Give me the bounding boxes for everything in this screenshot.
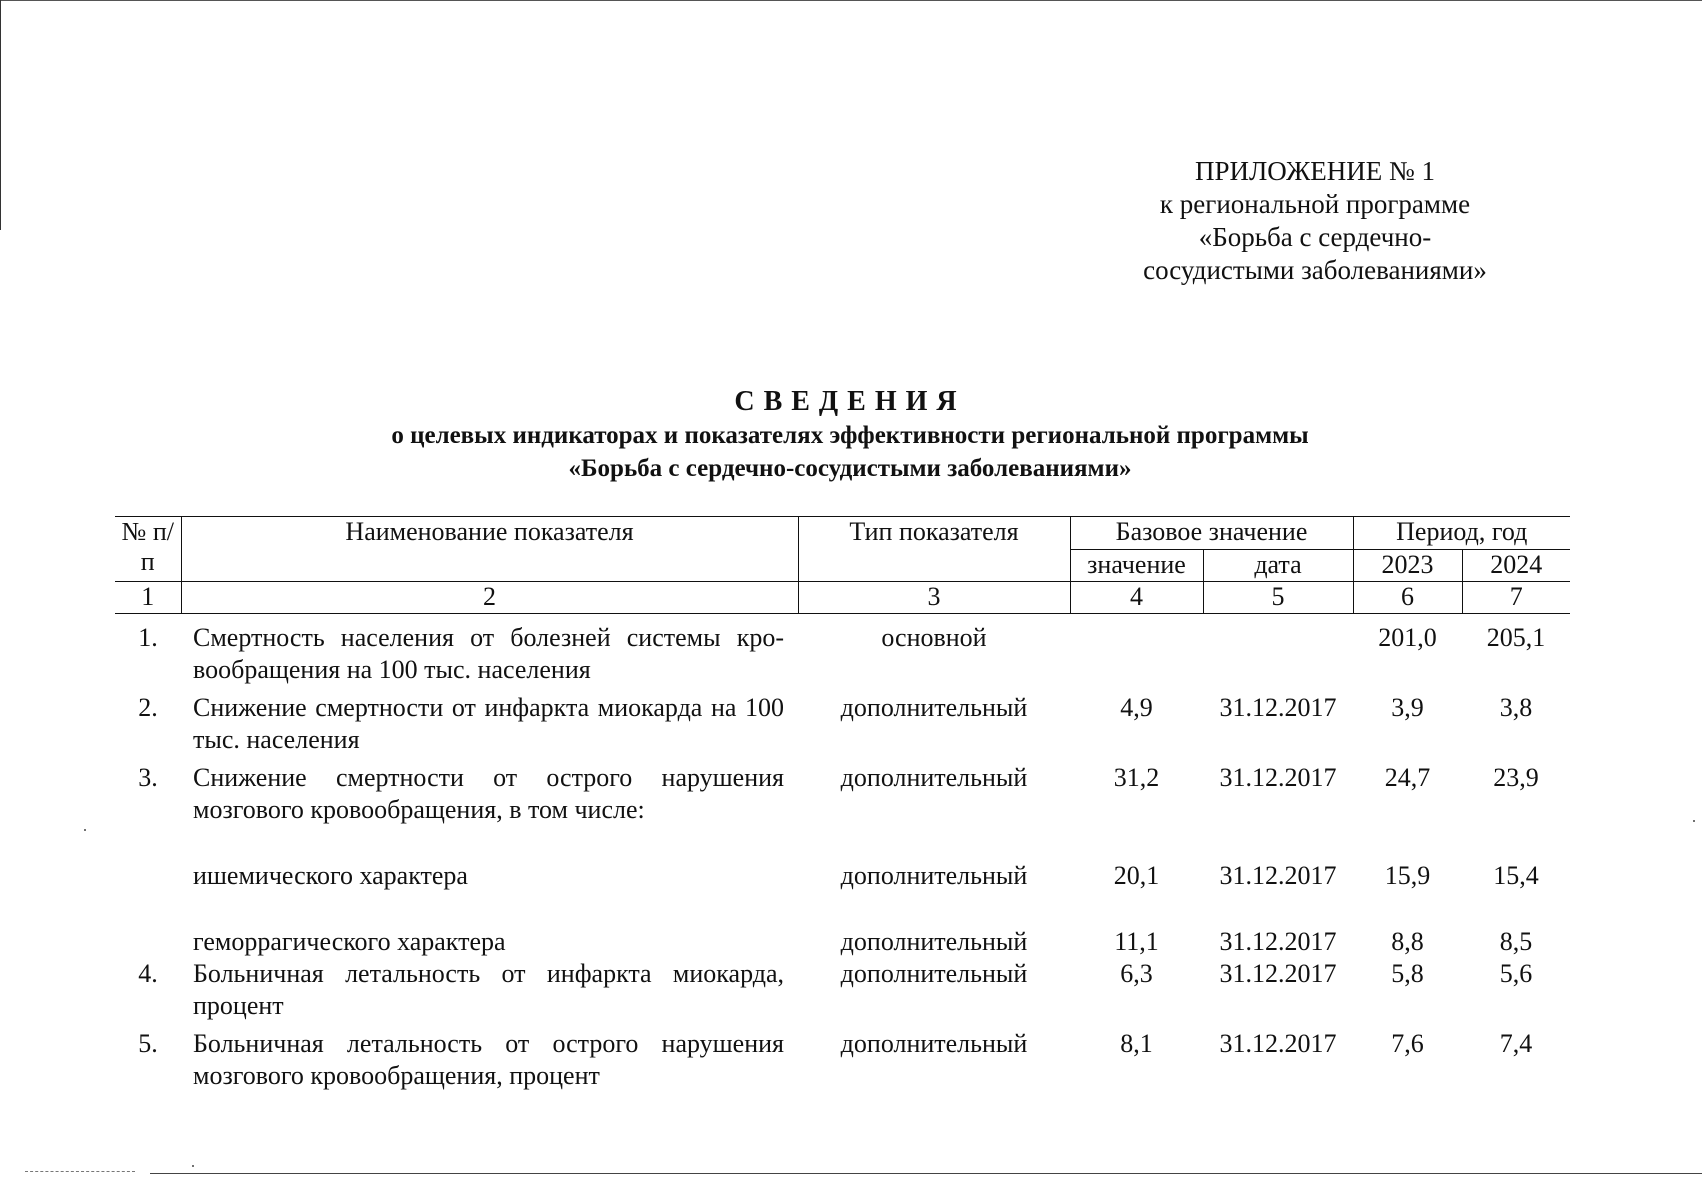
document-subtitle-2: «Борьба с сердечно-сосудистыми заболеваниями»	[568, 455, 1132, 482]
document-title: СВЕДЕНИЯ	[734, 386, 966, 417]
column-number: 1	[115, 582, 181, 614]
scan-speck	[84, 829, 86, 831]
table-row	[115, 756, 1570, 826]
base-date	[1203, 614, 1353, 687]
scan-speck	[192, 1165, 194, 1167]
value-2023: 15,9	[1384, 861, 1431, 890]
table-row	[115, 686, 1570, 756]
column-number: 2	[181, 582, 798, 614]
row-number: 3.	[138, 763, 158, 792]
indicators-table	[115, 516, 1570, 1092]
base-date: 31.12.2017	[1219, 927, 1337, 956]
indicator-type: дополнительный	[840, 959, 1028, 988]
base-date: 31.12.2017	[1219, 1029, 1337, 1058]
value-2023: 24,7	[1384, 763, 1431, 792]
indicator-name: Больничная летальность от инфаркта миокарда, процент	[193, 959, 784, 1020]
value-2024: 15,4	[1493, 861, 1539, 890]
header-type: Тип показателя	[798, 517, 1070, 582]
value-2023: 8,8	[1391, 927, 1424, 956]
header-name: Наименование показателя	[181, 517, 798, 582]
value-2023: 3,9	[1391, 693, 1424, 722]
indicator-name: геморрагического характера	[193, 927, 506, 956]
value-2024: 3,8	[1499, 693, 1533, 722]
header-year-2024: 2024	[1462, 550, 1570, 582]
indicator-name: Снижение смертности от острого нарушения мозгового кровообращения, в том числе:	[193, 763, 784, 824]
column-number: 7	[1462, 582, 1570, 614]
base-date: 31.12.2017	[1219, 959, 1337, 988]
row-number: 5.	[138, 1029, 158, 1058]
document-subtitle-1: о целевых индикаторах и показателях эффективности региональной программы	[391, 422, 1309, 449]
indicator-name: Смертность населения от болезней системы кро-вообращения на 100 тыс. населения	[193, 623, 784, 684]
scan-speck	[1693, 820, 1695, 822]
value-2024: 7,4	[1499, 1029, 1533, 1058]
row-number: 1.	[138, 623, 158, 652]
indicator-type: основной	[881, 623, 987, 652]
value-2023: 5,8	[1391, 959, 1424, 988]
row-number	[115, 826, 181, 892]
scan-border-left	[0, 0, 1, 230]
appendix-line-1: ПРИЛОЖЕНИЕ № 1	[1194, 156, 1436, 186]
column-number: 5	[1203, 582, 1353, 614]
appendix-block	[1095, 155, 1535, 287]
base-value: 11,1	[1114, 927, 1159, 956]
appendix-line-2: к региональной программе	[1159, 189, 1471, 219]
scan-border-top	[0, 0, 1702, 1]
indicator-type: дополнительный	[840, 693, 1028, 722]
table-row	[115, 614, 1570, 687]
value-2024: 23,9	[1493, 763, 1539, 792]
header-base-date: дата	[1203, 550, 1353, 582]
row-number: 2.	[138, 693, 158, 722]
indicator-name: ишемического характера	[193, 861, 468, 890]
document-heading	[200, 385, 1500, 485]
base-value: 8,1	[1120, 1029, 1153, 1058]
row-number	[115, 892, 181, 958]
header-base: Базовое значение	[1070, 517, 1353, 550]
value-2023: 201,0	[1378, 623, 1437, 652]
table-header	[115, 517, 1570, 614]
base-date: 31.12.2017	[1219, 693, 1337, 722]
column-numbers-row	[115, 582, 1570, 614]
scan-border-bottom-dashed	[25, 1171, 135, 1172]
table-row	[115, 826, 1570, 892]
indicator-type: дополнительный	[840, 1029, 1028, 1058]
row-number: 4.	[138, 959, 158, 988]
value-2024: 205,1	[1486, 623, 1546, 652]
header-num: № п/п	[115, 517, 181, 582]
table-row	[115, 958, 1570, 1022]
header-period: Период, год	[1353, 517, 1570, 550]
header-base-value: значение	[1070, 550, 1203, 582]
column-number: 3	[798, 582, 1070, 614]
indicator-type: дополнительный	[840, 927, 1028, 956]
base-value: 20,1	[1113, 861, 1160, 890]
base-value: 6,3	[1120, 959, 1153, 988]
appendix-line-3: «Борьба с сердечно-	[1198, 222, 1432, 252]
scan-border-bottom	[150, 1173, 1702, 1174]
value-2023: 7,6	[1391, 1029, 1424, 1058]
indicator-type: дополнительный	[840, 763, 1028, 792]
indicator-name: Больничная летальность от острого нарушения мозгового кровообращения, процент	[193, 1029, 784, 1090]
table-body	[115, 614, 1570, 1093]
table-row	[115, 892, 1570, 958]
indicator-name: Снижение смертности от инфаркта миокарда на 100 тыс. населения	[193, 693, 784, 754]
header-year-2023: 2023	[1353, 550, 1462, 582]
base-date: 31.12.2017	[1219, 861, 1337, 890]
column-number: 4	[1070, 582, 1203, 614]
indicator-type: дополнительный	[840, 861, 1028, 890]
table-row	[115, 1022, 1570, 1092]
base-value: 4,9	[1120, 693, 1153, 722]
base-value	[1070, 614, 1203, 687]
value-2024: 8,5	[1499, 927, 1533, 956]
base-date: 31.12.2017	[1219, 763, 1337, 792]
appendix-line-4: сосудистыми заболеваниями»	[1143, 255, 1487, 285]
value-2024: 5,6	[1499, 959, 1533, 988]
base-value: 31,2	[1113, 763, 1160, 792]
column-number: 6	[1353, 582, 1462, 614]
